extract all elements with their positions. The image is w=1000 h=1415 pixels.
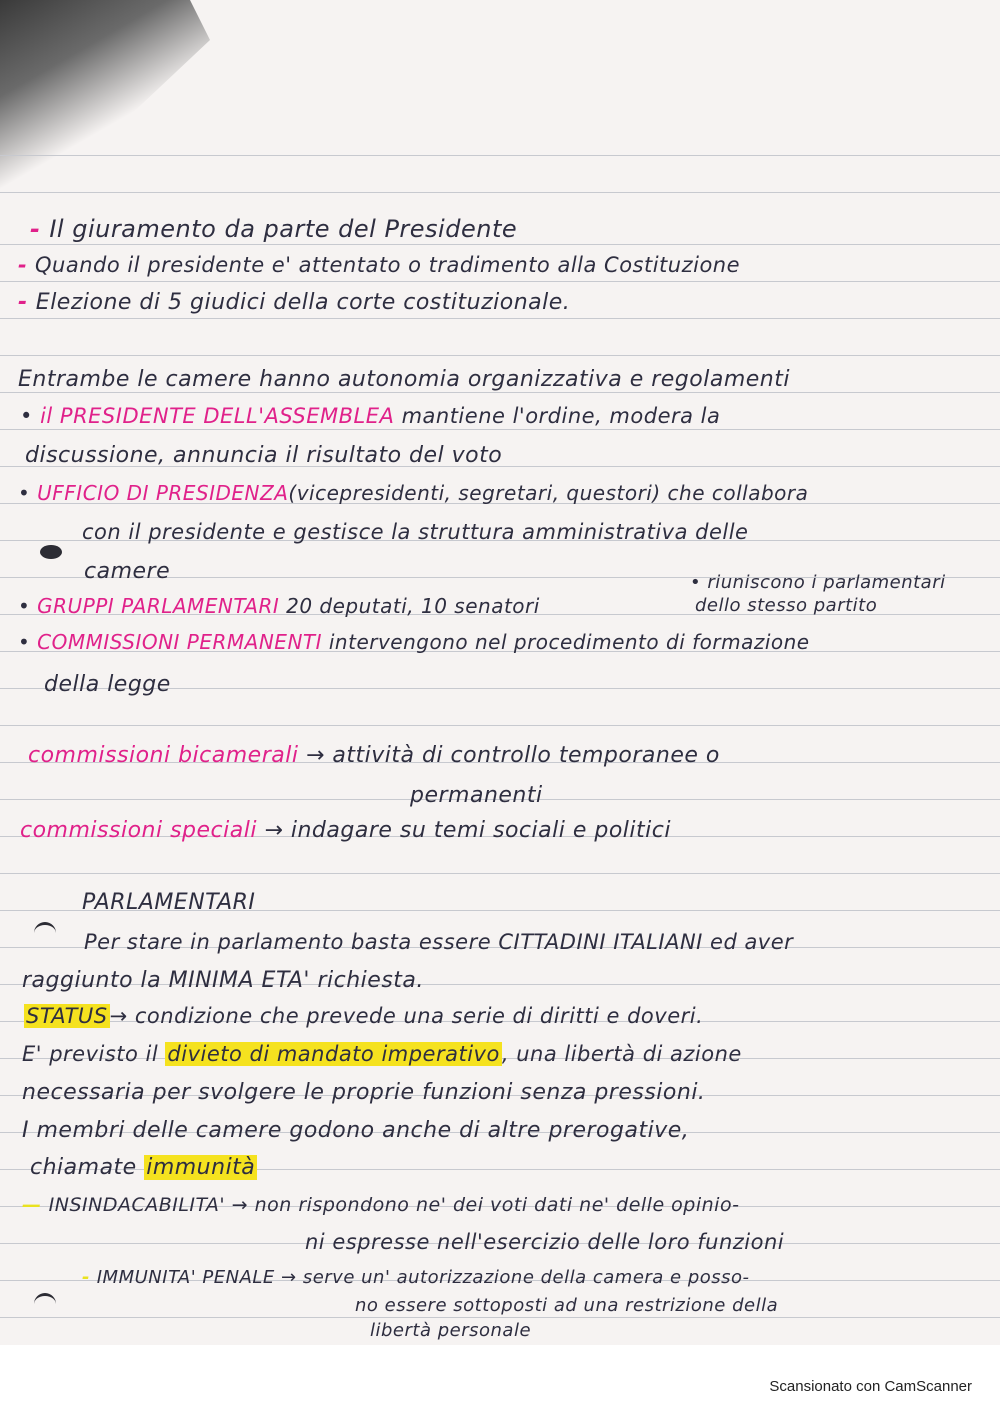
- dash-marker: -: [82, 1267, 97, 1288]
- note-text: Per stare in parlamento basta essere CITTADINI ITALIANI ed aver: [84, 930, 794, 954]
- note-line: [22, 1194, 739, 1216]
- note-text: mantiene l'ordine, modera la: [394, 404, 721, 428]
- note-text: libertà personale: [370, 1320, 532, 1341]
- note-text: (vicepresidenti, segretari, questori) che collabora: [288, 481, 809, 505]
- note-text: necessaria per svolgere le proprie funzioni senza pressioni.: [22, 1080, 706, 1105]
- bullet-dot: •: [18, 594, 38, 618]
- ruled-line: [0, 355, 1000, 356]
- note-text: chiamate: [30, 1155, 145, 1180]
- ruled-line: [0, 318, 1000, 319]
- ruled-line: [0, 155, 1000, 156]
- key-term: COMMISSIONI PERMANENTI: [37, 630, 323, 654]
- binder-hook-mark: [34, 1293, 56, 1312]
- note-text: Entrambe le camere hanno autonomia organizzativa e regolamenti: [18, 367, 790, 392]
- dash-marker: —: [22, 1194, 49, 1216]
- side-note: dello stesso partito: [695, 595, 878, 616]
- note-text: no essere sottoposti ad una restrizione della: [355, 1295, 779, 1316]
- highlighted-term: STATUS: [26, 1004, 108, 1028]
- note-text: con il presidente e gestisce la struttura amministrativa delle: [82, 520, 749, 544]
- note-line: [18, 594, 540, 618]
- scanner-watermark: Scansionato con CamScanner: [769, 1378, 972, 1395]
- dash-marker: -: [30, 215, 50, 243]
- note-text: , una libertà di azione: [501, 1042, 742, 1066]
- key-term: commissioni speciali: [20, 818, 257, 843]
- bullet-dot: •: [20, 404, 41, 428]
- note-text: permanenti: [410, 783, 543, 808]
- note-text: raggiunto la MINIMA ETA' richiesta.: [22, 968, 424, 993]
- note-text: intervengono nel procedimento di formazione: [322, 630, 810, 654]
- note-text: E' previsto il: [22, 1042, 166, 1066]
- binder-hole-mark: [40, 545, 62, 559]
- bullet-dot: •: [18, 481, 38, 505]
- note-text: della legge: [44, 672, 171, 697]
- note-line: [30, 215, 517, 243]
- note-text: riuniscono i parlamentari: [707, 572, 946, 593]
- note-text: discussione, annuncia il risultato del voto: [25, 443, 503, 468]
- highlighted-term: immunità: [146, 1155, 256, 1180]
- note-line: [28, 743, 720, 768]
- key-term: GRUPPI PARLAMENTARI: [37, 594, 280, 618]
- note-text: Il giuramento da parte del Presidente: [49, 215, 518, 243]
- note-text: → condizione che prevede una serie di diritti e doveri.: [109, 1004, 704, 1028]
- ruled-line: [0, 429, 1000, 430]
- note-line: [18, 481, 808, 505]
- note-line: [20, 404, 720, 428]
- binder-hook-mark: [34, 922, 56, 941]
- ruled-line: [0, 192, 1000, 193]
- highlighted-term: divieto di mandato imperativo: [167, 1042, 500, 1066]
- note-line: [22, 1042, 742, 1066]
- page-corner-shadow: [0, 0, 250, 200]
- dash-marker: -: [18, 290, 36, 315]
- note-line: [18, 290, 570, 315]
- ruled-line: [0, 244, 1000, 245]
- note-text: → attività di controllo temporanee o: [298, 743, 720, 768]
- ruled-line: [0, 392, 1000, 393]
- dash-marker: -: [18, 253, 36, 277]
- side-note: [690, 572, 946, 593]
- ruled-line: [0, 873, 1000, 874]
- note-text: camere: [84, 559, 171, 584]
- key-term: il PRESIDENTE DELL'ASSEMBLEA: [40, 404, 395, 428]
- note-text: → indagare su temi sociali e politici: [256, 818, 671, 843]
- note-text: Elezione di 5 giudici della corte costituzionale.: [35, 290, 571, 315]
- note-line: [30, 1155, 257, 1180]
- note-text: IMMUNITA' PENALE → serve un' autorizzazione della camera e posso-: [96, 1267, 750, 1288]
- note-line: [18, 253, 740, 277]
- ruled-line: [0, 725, 1000, 726]
- ruled-line: [0, 281, 1000, 282]
- section-heading: PARLAMENTARI: [82, 890, 256, 915]
- note-line: [20, 818, 671, 843]
- note-text: ni espresse nell'esercizio delle loro funzioni: [305, 1230, 785, 1254]
- note-line: [82, 1267, 750, 1288]
- note-text: I membri delle camere godono anche di altre prerogative,: [22, 1118, 690, 1143]
- key-term: commissioni bicamerali: [28, 743, 299, 768]
- bullet-dot: •: [18, 630, 38, 654]
- note-line: [18, 630, 810, 654]
- note-line: [24, 1004, 703, 1028]
- key-term: UFFICIO DI PRESIDENZA: [37, 481, 289, 505]
- note-text: 20 deputati, 10 senatori: [279, 594, 540, 618]
- ruled-line: [0, 1317, 1000, 1318]
- note-text: INSINDACABILITA' → non rispondono ne' dei voti dati ne' delle opinio-: [48, 1194, 740, 1216]
- bullet-dot: •: [690, 572, 708, 593]
- note-text: Quando il presidente e' attentato o tradimento alla Costituzione: [35, 253, 741, 277]
